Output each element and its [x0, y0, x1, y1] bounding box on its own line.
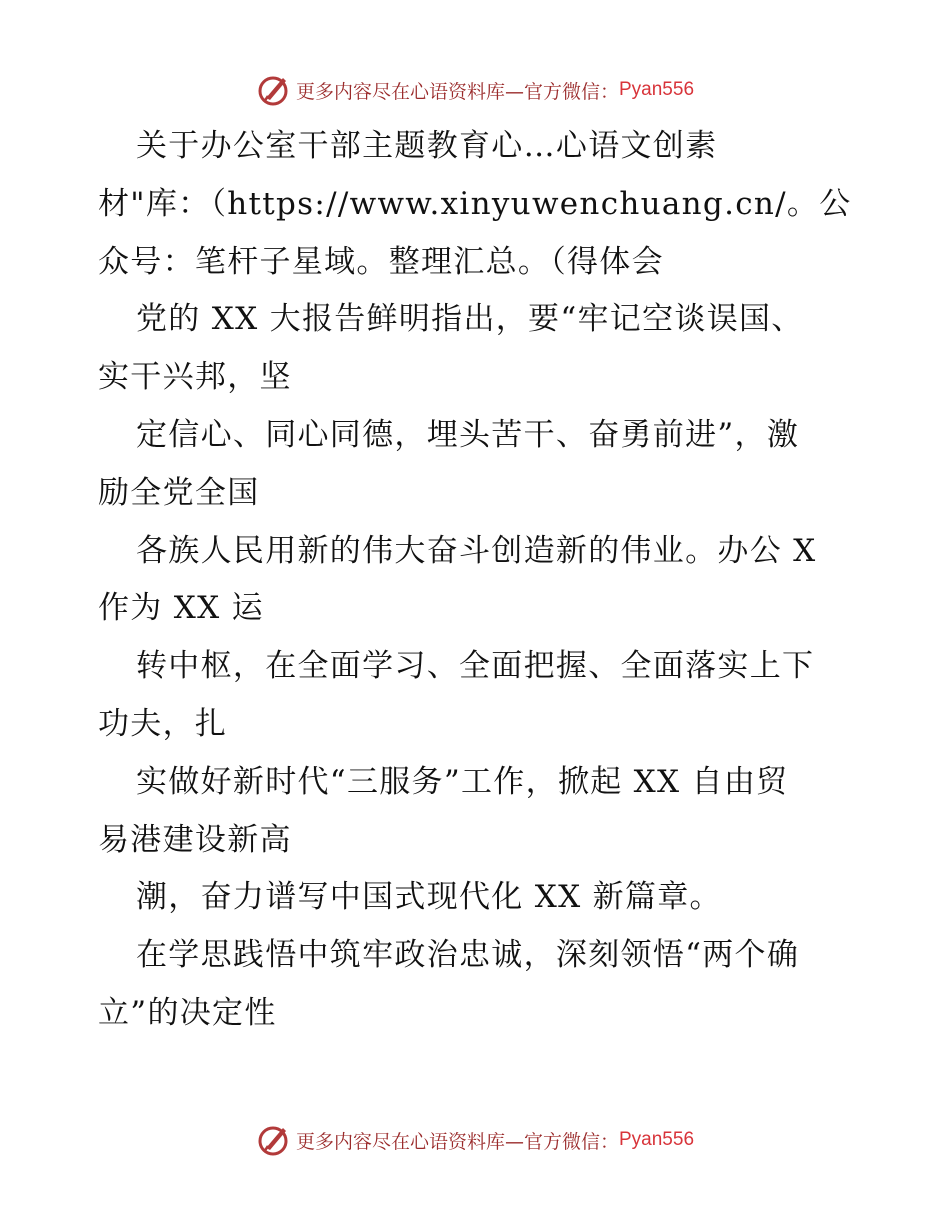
document-body: [98, 118, 858, 1043]
quill-logo-icon: [256, 72, 292, 108]
header-banner: [0, 70, 950, 110]
text-line: 易港建设新高: [98, 821, 292, 858]
banner-contact: Pyan556: [619, 79, 695, 100]
text-line: 各族人民用新的伟大奋斗创造新的伟业。办公 X: [136, 532, 817, 569]
footer-banner: [0, 1120, 950, 1160]
text-line: 立”的决定性: [98, 994, 277, 1031]
text-line: 转中枢，在全面学习、全面把握、全面落实上下: [136, 648, 815, 685]
text-line: 定信心、同心同德，埋头苦干、奋勇前进”，激: [136, 416, 800, 453]
text-line: 众号：笔杆子星域。整理汇总。（得体会: [98, 243, 664, 280]
quill-logo-icon: [256, 1122, 292, 1158]
text-line: 材"库：（https://www.xinyuwenchuang.cn/。公: [98, 185, 852, 222]
banner-text: 更多内容尽在心语资料库—官方微信：: [295, 80, 619, 103]
text-line: 在学思践悟中筑牢政治忠诚，深刻领悟“两个确: [136, 937, 800, 974]
text-line: 潮，奋力谱写中国式现代化 XX 新篇章。: [136, 879, 722, 916]
text-line: 功夫，扎: [98, 705, 228, 742]
text-line: 关于办公室干部主题教育心…心语文创素: [136, 128, 718, 164]
text-line: 实干兴邦，坚: [98, 359, 292, 396]
banner-text: 更多内容尽在心语资料库—官方微信：: [295, 1130, 619, 1153]
text-line: 实做好新时代“三服务”工作，掀起 XX 自由贸: [136, 763, 789, 800]
text-line: 党的 XX 大报告鲜明指出，要“牢记空谈误国、: [136, 301, 804, 338]
text-line: 励全党全国: [98, 474, 260, 511]
banner-contact: Pyan556: [619, 1129, 695, 1150]
text-line: 作为 XX 运: [98, 590, 264, 627]
